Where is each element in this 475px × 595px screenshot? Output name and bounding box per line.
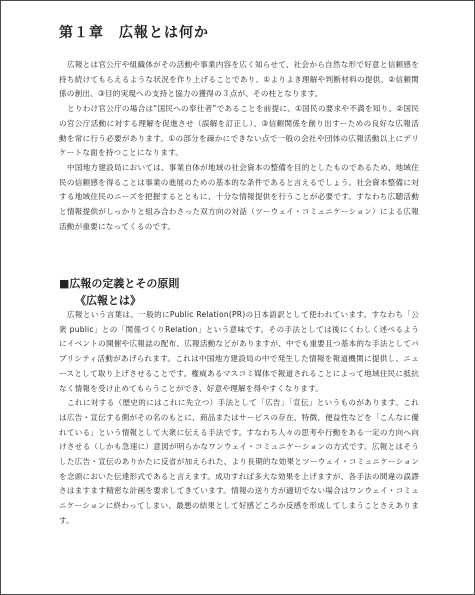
intro-paragraph-2: とりわけ官公庁の場合は“国民への奉仕者”であることを前提に、①国民の要求や不満を知り、②国民の官公庁活動に対する理解を促進させ（誤解を訂正し）、③信頼関係を創り出すーための良好な広報活動を常に行う必要があります。①の部分を疎かにできない点で一般の会社や団体の広報活動以上にデリケートな面を持つことになります。: [59, 104, 419, 158]
chapter-title: 第１章 広報とは何か: [59, 25, 209, 41]
definition-section: [59, 308, 419, 529]
definition-paragraph-1: 広報という言葉は、一般的にPublic Relation(PR)の日本語訳として使われています。すなわち「公衆 public」との「関係づくりRelation」という意味です。その手法としては後にくわしく述べるようにイベントの開催や広報誌の配布、広報活動などがありますが、中でも重要且つ基本的な手法としてパブリシティ活動があげられます。これは中国地方建設局の中で発生した情報を報道機関に提供し、ニュースとして取り上げさせることです。権威あるマスコミ媒体で報道されることによって地域住民に抵抗なく情報を受け止めてもらうことができ、好意や理解を得やすくなります。: [59, 310, 419, 393]
definition-paragraph-2: これに対する（歴史的にはこれに先立つ）手法として「広告」「宣伝」というものがあります。これは広告・宣伝する側がその名のもとに、商品またはサービスの存在、特徴、便益性などを「こんなに優れている」という情報として大衆に伝える手法です。すなわち人々の思考や行動をある一定の方向へ向けさせる（しかも急速に）意図が明らかなワンウェイ・コミュニケーションの方式です。広報とはそうした広告・宣伝のありかたに反省が加えられた、より長期的な効果とツーウェイ・コミュニケーションを念頭においた伝達形式であると言えます。成功すれば多大な効果を上げますが、各手法の間違の誤謬さはますます精密な計画を要求してきています。情報の送り方が適切でない場合はワンウェイ・コミュニケーションに終わってしまい、最悪の結果として好感どころか反感を形成してしまうことさえあります。: [59, 398, 419, 525]
intro-section: [59, 58, 419, 234]
sub-heading: 《広報とは》: [75, 294, 141, 307]
section-heading: ■広報の定義とその原則: [59, 277, 180, 290]
intro-paragraph-3: 中国地方建設局においては、事業自体が地域の社会資本の整備を目的としたものであるため、地域住民の信頼感を得ることは事業の進展のための基本的な条件であると言えるでしょう。社会資本整備に対する地域住民のニーズを把握するとともに、十分な情報提供を行うことが必要です。すなわち広聴活動と情報提供がしっかりと組み合わさった双方向の対話（ツーウェイ・コミュニケーション）による広報活動が重要になってくるのです。: [59, 162, 419, 231]
intro-paragraph-1: 広報とは官公庁や組織体がその活動や事業内容を広く知らせて、社会から自然な形で好意と信頼感を持ち続けてもらえるような状況を作り上げることであり、①よりよき理解や判断材料の提供、②信頼関係の創出、③目的実現への支持と協力の獲得の３点が、その柱となります。: [59, 60, 419, 99]
